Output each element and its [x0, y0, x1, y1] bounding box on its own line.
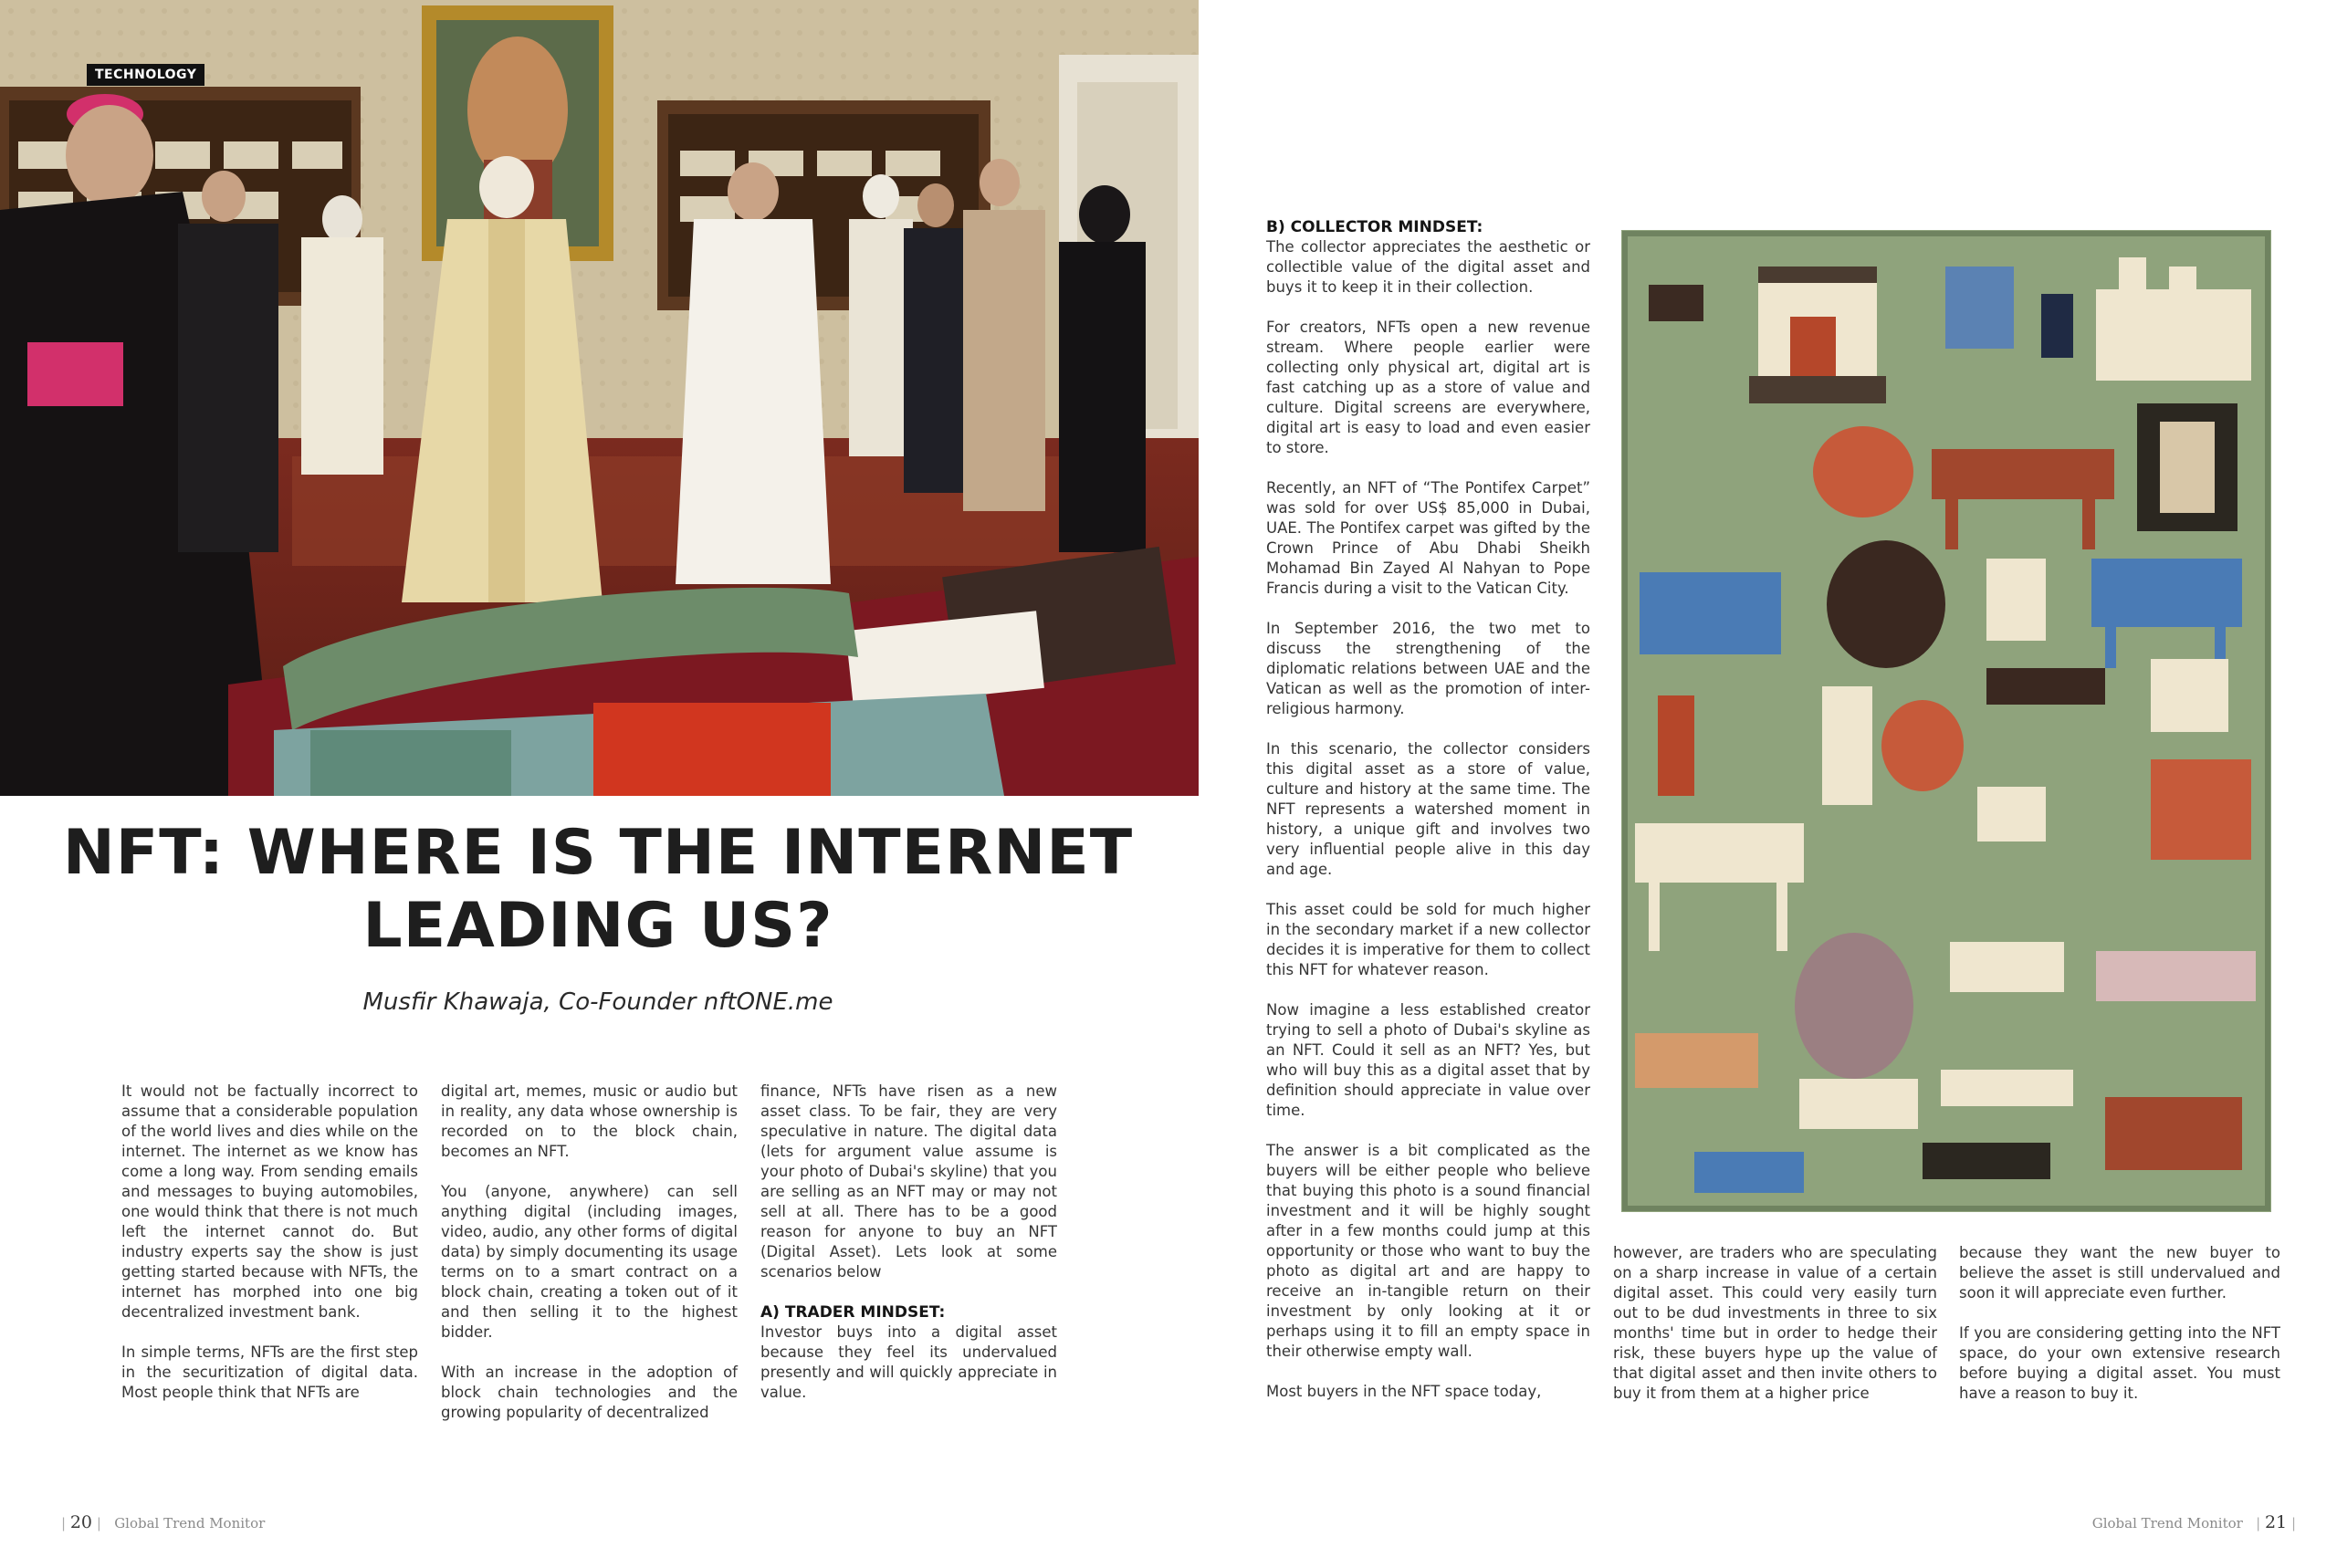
- collector-mindset-heading: B) COLLECTOR MINDSET:: [1266, 218, 1483, 236]
- paragraph: Recently, an NFT of “The Pontifex Carpet” was sold for over US$ 85,000 in Dubai, UAE. The Pontifex carpet was gifted by the Crown Prince of Abu Dhabi Sheikh Mohamad Bin Zayed Al Nahyan to Pope Francis during a visit to the Vatican City.: [1266, 479, 1590, 597]
- paragraph: Investor buys into a digital asset because they feel its undervalued presently and will quickly appreciate in value.: [760, 1323, 1057, 1401]
- right-publication-name: Global Trend Monitor: [2091, 1515, 2243, 1531]
- paragraph: If you are considering getting into the NFT space, do your own extensive research before buying a digital asset. You must have a reason to buy it.: [1959, 1324, 2280, 1402]
- paragraph: however, are traders who are speculating on a sharp increase in value of a certain digital asset. This could very easily turn out to be dud investments in three to six months' time but in order to hedge their risk, these buyers hype up the value of that digital asset and then invite others to buy it from them at a higher price: [1613, 1244, 1937, 1402]
- paragraph: This asset could be sold for much higher in the secondary market if a new collector decides it is imperative for them to collect this NFT for whatever reason.: [1266, 901, 1590, 978]
- headline-line-1: NFT: WHERE IS THE INTERNET: [62, 817, 1134, 889]
- paragraph: The answer is a bit complicated as the buyers will be either people who believe that buying this photo is a sound financial investment and it will be highly sought after in a few months could jump at this opportunity or those who want to buy the photo as digital art and are happy to receive an in-tangible return on their investment by only looking at it or perhaps using it to fill an empty space in their otherwise empty wall.: [1266, 1142, 1590, 1360]
- trader-mindset-heading: A) TRADER MINDSET:: [760, 1303, 946, 1322]
- right-page-footer: Global Trend Monitor | 21 |: [2091, 1512, 2296, 1532]
- right-column-3: [1959, 1243, 2280, 1424]
- paragraph: In this scenario, the collector considers this digital asset as a store of value, culture and history at the same time. The NFT represents a watershed moment in history, a unique gift and involves two very influential people alive in this day and age.: [1266, 740, 1590, 878]
- paragraph: It would not be factually incorrect to assume that a considerable population of the world lives and dies while on the internet. The internet as we know has come a long way. From sending emails and messages to buying automobiles, one would think that there is not much left the internet cannot do. But industry experts say the show is just getting started because with NFTs, the internet has morphed into one big decentralized investment bank.: [121, 1082, 418, 1321]
- paragraph: For creators, NFTs open a new revenue stream. Where people earlier were collecting only physical art, digital art is fast catching up as a store of value and culture. Digital screens are everywhere, digital art is easy to load and even easier to store.: [1266, 319, 1590, 456]
- article-byline: Musfir Khawaja, Co-Founder nftONE.me: [362, 988, 833, 1016]
- paragraph: digital art, memes, music or audio but in reality, any data whose ownership is recorded on to the block chain, becomes an NFT.: [441, 1082, 738, 1160]
- paragraph: Most buyers in the NFT space today,: [1266, 1383, 1542, 1400]
- paragraph: You (anyone, anywhere) can sell anything digital (including images, video, audio, any other forms of digital data) by simply documenting its usage terms on to a smart contract on a block chain, creating a token out of it and then selling it to the highest bidder.: [441, 1183, 738, 1341]
- paragraph: because they want the new buyer to believe the asset is still undervalued and soon it will appreciate even further.: [1959, 1244, 2280, 1301]
- paragraph: finance, NFTs have risen as a new asset class. To be fair, they are very speculative in nature. The digital data (lets for argument value assume is your photo of Dubai's skyline) that you are selling as an NFT may or may not sell at all. There has to be a good reason for anyone to buy an NFT (Digital Asset). Lets look at some scenarios below: [760, 1082, 1057, 1281]
- paragraph: Now imagine a less established creator trying to sell a photo of Dubai's skyline as an NFT. Could it sell as an NFT? Yes, but who will buy this as a digital asset that by definition should appreciate in value over time.: [1266, 1001, 1590, 1119]
- left-publication-name: Global Trend Monitor: [114, 1515, 266, 1531]
- left-page-footer: | 20 | Global Trend Monitor: [61, 1512, 266, 1532]
- right-column-1: [1266, 217, 1590, 1422]
- headline-line-2: LEADING US?: [362, 890, 833, 962]
- right-page-number: 21: [2264, 1512, 2288, 1532]
- vatican-meeting-illustration: [0, 0, 1199, 796]
- article-headline: [55, 817, 1141, 963]
- left-column-3: [760, 1082, 1057, 1423]
- left-column-2: [441, 1082, 738, 1443]
- right-column-2: [1613, 1243, 1937, 1424]
- pontifex-carpet-illustration: [1621, 230, 2271, 1212]
- left-column-1: [121, 1082, 418, 1423]
- vatican-meeting-photo: [0, 0, 1199, 796]
- paragraph: In simple terms, NFTs are the first step in the securitization of digital data. Most people think that NFTs are: [121, 1343, 418, 1401]
- left-page-number: 20: [69, 1512, 93, 1532]
- pontifex-carpet-image: [1621, 230, 2271, 1212]
- paragraph: With an increase in the adoption of block chain technologies and the growing popularity of decentralized: [441, 1364, 738, 1421]
- paragraph: In September 2016, the two met to discuss the strengthening of the diplomatic relations between UAE and the Vatican as well as the promotion of inter-religious harmony.: [1266, 620, 1590, 717]
- paragraph: The collector appreciates the aesthetic or collectible value of the digital asset and buys it to keep it in their collection.: [1266, 238, 1590, 296]
- section-tag: TECHNOLOGY: [87, 64, 204, 86]
